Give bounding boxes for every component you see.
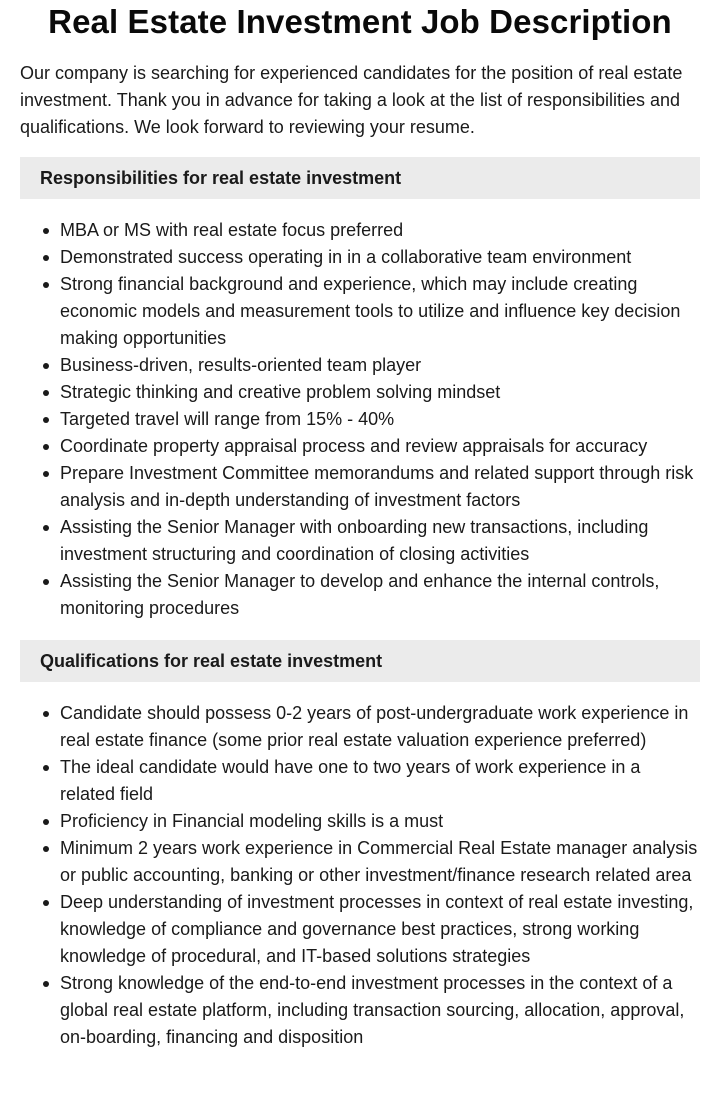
list-item: Coordinate property appraisal process and review appraisals for accuracy: [60, 433, 700, 460]
list-item: Business-driven, results-oriented team player: [60, 352, 700, 379]
list-item: Targeted travel will range from 15% - 40%: [60, 406, 700, 433]
list-item: MBA or MS with real estate focus preferred: [60, 217, 700, 244]
list-item: Candidate should possess 0-2 years of post-undergraduate work experience in real estate finance (some prior real estate valuation experience preferred): [60, 700, 700, 754]
list-item: Assisting the Senior Manager to develop and enhance the internal controls, monitoring procedures: [60, 568, 700, 622]
qualifications-list: [20, 700, 700, 1051]
page-title: Real Estate Investment Job Description: [48, 3, 672, 40]
responsibilities-list: [20, 217, 700, 622]
list-item: Demonstrated success operating in in a collaborative team environment: [60, 244, 700, 271]
list-item: Deep understanding of investment processes in context of real estate investing, knowledge of compliance and governance best practices, strong working knowledge of procedural, and IT-based solutions strategies: [60, 889, 700, 970]
intro-paragraph: Our company is searching for experienced candidates for the position of real estate investment. Thank you in advance for taking a look at the list of responsibilities and qualifications. We look forward to reviewing your resume.: [20, 63, 683, 137]
responsibilities-heading: Responsibilities for real estate investment: [20, 157, 700, 199]
qualifications-heading: Qualifications for real estate investment: [20, 640, 700, 682]
list-item: Strategic thinking and creative problem solving mindset: [60, 379, 700, 406]
list-item: Minimum 2 years work experience in Commercial Real Estate manager analysis or public accounting, banking or other investment/finance research related area: [60, 835, 700, 889]
list-item: Proficiency in Financial modeling skills is a must: [60, 808, 700, 835]
list-item: Prepare Investment Committee memorandums and related support through risk analysis and in-depth understanding of investment factors: [60, 460, 700, 514]
list-item: Strong knowledge of the end-to-end investment processes in the context of a global real estate platform, including transaction sourcing, allocation, approval, on-boarding, financing and disposition: [60, 970, 700, 1051]
list-item: Assisting the Senior Manager with onboarding new transactions, including investment structuring and coordination of closing activities: [60, 514, 700, 568]
list-item: Strong financial background and experience, which may include creating economic models and measurement tools to utilize and influence key decision making opportunities: [60, 271, 700, 352]
list-item: The ideal candidate would have one to two years of work experience in a related field: [60, 754, 700, 808]
